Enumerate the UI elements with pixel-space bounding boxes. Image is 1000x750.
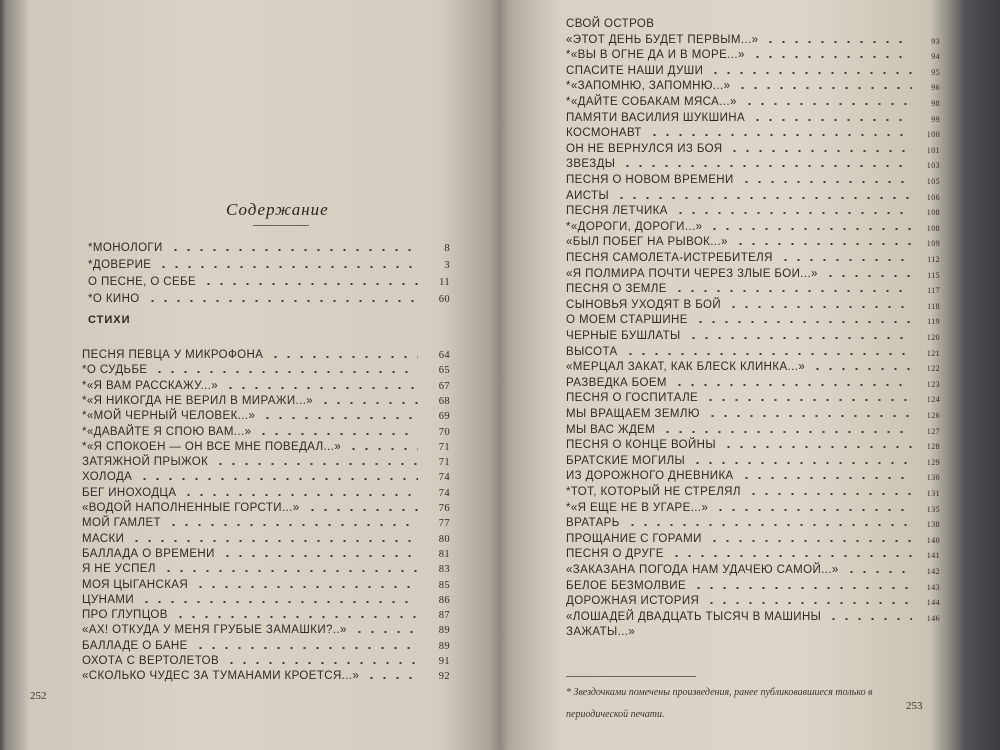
- toc-entry-page: 92: [438, 671, 450, 683]
- toc-entry-page: 108: [926, 208, 940, 218]
- contents-heading: Содержание: [226, 200, 329, 219]
- toc-dot-leader: [714, 509, 912, 511]
- toc-entry-page: 74: [438, 472, 450, 484]
- toc-entry-title: ПЕСНЯ ЛЕТЧИКА: [566, 205, 668, 218]
- toc-entry: [566, 388, 940, 404]
- toc-entry: [566, 357, 940, 373]
- toc-entry-title: МОЯ ЦЫГАНСКАЯ: [82, 578, 189, 591]
- toc-entry: [566, 76, 940, 92]
- toc-dot-leader: [347, 448, 418, 450]
- toc-entry-title: *«ЗАПОМНЮ, ЗАПОМНЮ...»: [566, 80, 731, 93]
- toc-entry-page: 87: [438, 610, 450, 622]
- toc-entry-page: 140: [926, 535, 940, 545]
- toc-dot-leader: [694, 321, 912, 323]
- toc-entry-title: ПЕСНЯ ПЕВЦА У МИКРОФОНА: [82, 349, 264, 361]
- toc-dot-leader: [257, 433, 418, 435]
- toc-entry-title: О МОЕМ СТАРШИНЕ: [566, 314, 688, 327]
- toc-entry-page: 130: [926, 473, 940, 483]
- toc-entry: [566, 201, 940, 217]
- toc-entry-title: О ПЕСНЕ, О СЕБЕ: [88, 276, 197, 288]
- toc-entry: [82, 575, 450, 591]
- toc-dot-leader: [747, 493, 912, 495]
- toc-entry: [82, 345, 450, 361]
- toc-dot-leader: [740, 181, 912, 183]
- toc-entry-title: *«ДОРОГИ, ДОРОГИ...»: [566, 220, 703, 233]
- toc-entry-page: 100: [926, 130, 940, 140]
- toc-dot-leader: [706, 415, 912, 417]
- toc-entry-title: МЫ ВРАЩАЕМ ЗЕМЛЮ: [566, 408, 700, 420]
- toc-entry-page: 109: [926, 239, 940, 249]
- toc-dot-leader: [722, 446, 912, 448]
- toc-entry-title: РАЗВЕДКА БОЕМ: [566, 376, 667, 389]
- toc-dot-leader: [708, 228, 912, 230]
- toc-dot-leader: [709, 72, 912, 74]
- toc-entry-title: «Я ПОЛМИРА ПОЧТИ ЧЕРЕЗ ЗЛЫЕ БОИ...»: [566, 267, 818, 280]
- toc-entry: [566, 420, 940, 436]
- toc-dot-leader: [269, 356, 418, 358]
- toc-entry: [566, 232, 940, 248]
- toc-entry: [566, 248, 940, 264]
- toc-dot-leader: [764, 41, 912, 43]
- toc-entry-title: ОХОТА С ВЕРТОЛЕТОВ: [82, 655, 220, 667]
- toc-entry-page: 101: [926, 145, 940, 155]
- toc-entry-title: ПРО ГЛУПЦОВ: [82, 609, 168, 622]
- toc-entry: [88, 238, 450, 254]
- toc-entry-page: 141: [926, 551, 940, 561]
- toc-entry: [566, 139, 940, 155]
- toc-dot-leader: [353, 631, 418, 633]
- toc-dot-leader: [743, 103, 912, 105]
- toc-dot-leader: [169, 249, 418, 251]
- toc-entry: [82, 559, 450, 575]
- toc-entry-page: 81: [438, 548, 450, 560]
- toc-dot-leader: [319, 402, 418, 404]
- toc-entry: [82, 376, 450, 392]
- toc-entry-page: 65: [438, 365, 450, 377]
- toc-entry: [82, 666, 450, 682]
- toc-dot-leader: [140, 601, 418, 603]
- toc-dot-leader: [674, 212, 912, 214]
- toc-entry: [566, 466, 940, 482]
- toc-dot-leader: [670, 555, 912, 557]
- toc-entry-page: 117: [927, 286, 940, 296]
- toc-entry-page: 138: [926, 520, 940, 530]
- toc-entry-page: 89: [438, 625, 450, 637]
- toc-dot-leader: [202, 283, 418, 285]
- toc-dot-leader: [661, 431, 912, 433]
- toc-dot-leader: [224, 387, 418, 389]
- toc-entry-page: 74: [438, 487, 450, 499]
- toc-entry-page: 131: [926, 489, 940, 498]
- toc-entry: [82, 636, 450, 652]
- toc-entry: [566, 342, 940, 358]
- toc-entry-page: 98: [931, 99, 940, 108]
- toc-entry: [566, 92, 940, 108]
- toc-entry: [82, 437, 450, 453]
- toc-entry-page: 95: [931, 67, 940, 77]
- toc-entry-page: 103: [926, 161, 940, 171]
- toc-entry: [566, 544, 940, 560]
- toc-entry-page: 71: [438, 441, 450, 453]
- toc-entry-page: 77: [438, 518, 450, 530]
- toc-dot-leader: [621, 165, 912, 167]
- toc-entry-page: 68: [438, 395, 450, 407]
- toc-entry-page: 105: [926, 177, 940, 186]
- toc-dot-leader: [306, 509, 418, 511]
- toc-entry: [82, 498, 450, 514]
- toc-entry-title: *ТОТ, КОТОРЫЙ НЕ СТРЕЛЯЛ: [566, 486, 741, 498]
- toc-entry: [82, 406, 450, 422]
- toc-entry: [566, 607, 940, 623]
- toc-entry-title: ВЫСОТА: [566, 345, 618, 358]
- toc-entry-title: МАСКИ: [82, 532, 125, 545]
- toc-entry-page: 3: [444, 260, 450, 271]
- toc-entry-title: ИЗ ДОРОЖНОГО ДНЕВНИКА: [566, 470, 734, 483]
- page-number-right: 253: [906, 700, 923, 712]
- toc-entry-page: 124: [926, 395, 940, 405]
- toc-entry-page: 94: [931, 52, 940, 62]
- toc-entry-page: 128: [926, 442, 940, 452]
- toc-dot-leader: [811, 368, 912, 370]
- toc-entry: [566, 513, 940, 529]
- toc-dot-leader: [824, 275, 912, 277]
- toc-dot-leader: [365, 677, 418, 679]
- toc-entry-title: ЗАТЯЖНОЙ ПРЫЖОК: [82, 456, 209, 469]
- toc-entry-title: БРАТСКИЕ МОГИЛЫ: [566, 454, 686, 467]
- toc-entry-title: *О КИНО: [88, 293, 140, 305]
- toc-dot-leader: [727, 306, 912, 308]
- toc-dot-leader: [648, 134, 912, 136]
- toc-entry-title: ДОРОЖНАЯ ИСТОРИЯ: [566, 595, 700, 608]
- toc-entry: [82, 529, 450, 545]
- toc-entry-page: 129: [926, 457, 940, 467]
- toc-entry-title: ПЕСНЯ О НОВОМ ВРЕМЕНИ: [566, 174, 734, 186]
- toc-entry: [566, 373, 940, 389]
- toc-entry: [566, 560, 940, 576]
- toc-entry-page: 89: [438, 640, 450, 652]
- toc-entry-title: ПЕСНЯ О ГОСПИТАЛЕ: [566, 392, 699, 405]
- toc-entry-page: 142: [926, 567, 940, 576]
- toc-entry-title: *«ВЫ В ОГНЕ ДА И В МОРЕ...»: [566, 49, 745, 62]
- toc-entry-title: ЗАЖАТЫ...»: [566, 626, 636, 639]
- toc-dot-leader: [174, 616, 418, 618]
- toc-entry-page: 91: [438, 656, 450, 667]
- toc-entry-title: *«МОЙ ЧЕРНЫЙ ЧЕЛОВЕК...»: [82, 410, 256, 423]
- toc-entry-page: 144: [926, 598, 940, 608]
- right-page: [500, 0, 960, 750]
- toc-entry-page: 106: [926, 192, 940, 202]
- toc-dot-leader: [162, 570, 418, 572]
- toc-entry: [82, 651, 450, 667]
- toc-dot-leader: [734, 243, 912, 245]
- toc-entry-page: 126: [926, 411, 940, 420]
- toc-dot-leader: [624, 353, 912, 355]
- toc-entry-title: БЕГ ИНОХОДЦА: [82, 486, 177, 499]
- toc-entry-title: *«Я СПОКОЕН — ОН ВСЕ МНЕ ПОВЕДАЛ...»: [82, 440, 342, 453]
- toc-entry: [566, 482, 940, 498]
- toc-dot-leader: [691, 462, 912, 464]
- toc-entry-title: АИСТЫ: [566, 189, 610, 202]
- toc-entry-page: 121: [926, 348, 940, 358]
- toc-entry: [566, 591, 940, 607]
- toc-entry-page: 146: [926, 613, 940, 623]
- toc-entry: [82, 422, 450, 438]
- toc-entry-title: ЧЕРНЫЕ БУШЛАТЫ: [566, 330, 681, 342]
- toc-entry-title: СВОЙ ОСТРОВ: [566, 18, 655, 30]
- toc-entry-page: 71: [438, 457, 450, 469]
- toc-entry-title: ХОЛОДА: [82, 471, 133, 484]
- toc-entry: [566, 576, 940, 592]
- toc-entry-page: 120: [926, 333, 940, 342]
- toc-entry: [82, 483, 450, 499]
- toc-entry-title: ЗВЕЗДЫ: [566, 158, 616, 171]
- toc-dot-leader: [705, 602, 912, 604]
- toc-dot-leader: [626, 524, 912, 526]
- toc-entry-page: 123: [926, 379, 940, 389]
- toc-entry-page: 112: [927, 255, 940, 264]
- toc-entry: [566, 295, 940, 311]
- toc-entry-page: 115: [927, 270, 940, 280]
- toc-dot-leader: [194, 586, 418, 588]
- toc-entry: [566, 404, 940, 420]
- toc-entry: [82, 452, 450, 468]
- toc-dot-leader: [153, 371, 418, 373]
- toc-dot-leader: [845, 571, 912, 573]
- toc-entry-page: 99: [931, 114, 940, 124]
- toc-dot-leader: [157, 266, 418, 268]
- toc-dot-leader: [687, 337, 912, 339]
- toc-entry: [566, 154, 940, 170]
- toc-dot-leader: [673, 290, 912, 292]
- toc-dot-leader: [221, 555, 418, 557]
- toc-entry: [566, 279, 940, 295]
- toc-entry-title: ПЕСНЯ САМОЛЕТА-ИСТРЕБИТЕЛЯ: [566, 252, 773, 264]
- toc-entry-title: «АХ! ОТКУДА У МЕНЯ ГРУБЫЕ ЗАМАШКИ?..»: [82, 624, 347, 637]
- toc-entry: [566, 217, 940, 233]
- toc-entry-page: 135: [926, 504, 940, 514]
- toc-entry: [566, 186, 940, 202]
- toc-entry-title: *«Я НИКОГДА НЕ ВЕРИЛ В МИРАЖИ...»: [82, 394, 314, 407]
- toc-entry-title: СПАСИТЕ НАШИ ДУШИ: [566, 64, 704, 77]
- footnote-rule: [566, 676, 696, 677]
- page-number-left: 252: [30, 690, 47, 702]
- toc-entry: [566, 622, 940, 638]
- toc-entry: [82, 513, 450, 529]
- toc-entry: [88, 272, 450, 288]
- toc-entry-page: 86: [438, 594, 450, 606]
- toc-entry-page: 119: [927, 317, 940, 327]
- toc-entry: [82, 620, 450, 636]
- toc-dot-leader: [704, 399, 912, 401]
- toc-entry-title: БАЛЛАДЕ О БАНЕ: [82, 639, 188, 652]
- toc-entry-title: «МЕРЦАЛ ЗАКАТ, КАК БЛЕСК КЛИНКА...»: [566, 361, 806, 374]
- toc-entry: [566, 45, 940, 61]
- toc-entry-title: «ВОДОЙ НАПОЛНЕННЫЕ ГОРСТИ...»: [82, 502, 300, 514]
- toc-dot-leader: [779, 259, 912, 261]
- toc-dot-leader: [827, 618, 912, 620]
- toc-entry-title: ПЕСНЯ О КОНЦЕ ВОЙНЫ: [566, 439, 716, 452]
- toc-dot-leader: [736, 87, 912, 89]
- toc-entry: [82, 590, 450, 606]
- toc-entry-page: 108: [926, 223, 940, 233]
- section-label-poems: СТИХИ: [88, 314, 131, 326]
- toc-entry-page: 76: [438, 503, 450, 514]
- toc-entry-title: ОН НЕ ВЕРНУЛСЯ ИЗ БОЯ: [566, 142, 723, 155]
- toc-entry-page: 93: [931, 36, 940, 46]
- toc-dot-leader: [740, 477, 912, 479]
- toc-dot-leader: [728, 150, 912, 152]
- toc-dot-leader: [261, 417, 418, 419]
- toc-dot-leader: [708, 540, 912, 542]
- toc-entry-title: ПЕСНЯ О ДРУГЕ: [566, 548, 664, 561]
- toc-entry: [566, 498, 940, 514]
- toc-entry: [82, 391, 450, 407]
- toc-entry-page: 85: [438, 579, 450, 591]
- toc-entry: [82, 360, 450, 376]
- toc-dot-leader: [692, 587, 912, 589]
- toc-entry-title: «ЗАКАЗАНА ПОГОДА НАМ УДАЧЕЮ САМОЙ...»: [566, 564, 839, 576]
- toc-entry: [566, 170, 940, 186]
- toc-entry-title: МОЙ ГАМЛЕТ: [82, 517, 161, 530]
- toc-dot-leader: [751, 119, 912, 121]
- toc-entry: [82, 544, 450, 560]
- toc-entry: [566, 123, 940, 139]
- toc-dot-leader: [225, 662, 418, 664]
- toc-entry-page: 67: [438, 380, 450, 392]
- toc-entry-page: 118: [927, 301, 940, 311]
- toc-entry-page: 83: [438, 564, 450, 576]
- toc-entry-title: МЫ ВАС ЖДЕМ: [566, 423, 656, 436]
- toc-dot-leader: [751, 56, 912, 58]
- toc-entry-page: 60: [438, 294, 450, 305]
- toc-entry-page: 11: [439, 277, 450, 288]
- toc-entry: [82, 605, 450, 621]
- toc-entry-title: *О СУДЬБЕ: [82, 364, 148, 377]
- toc-entry-page: 64: [438, 350, 450, 361]
- toc-entry-title: *«ДАВАЙТЕ Я СПОЮ ВАМ...»: [82, 425, 252, 438]
- toc-entry-title: КОСМОНАВТ: [566, 127, 642, 140]
- toc-entry: [566, 310, 940, 326]
- toc-dot-leader: [182, 494, 418, 496]
- toc-dot-leader: [167, 524, 418, 526]
- toc-entry-title: *«Я ЕЩЕ НЕ В УГАРЕ...»: [566, 501, 709, 514]
- toc-dot-leader: [214, 463, 418, 465]
- toc-entry-title: *«Я ВАМ РАССКАЖУ...»: [82, 379, 219, 392]
- toc-dot-leader: [130, 540, 418, 542]
- toc-entry-title: *ДОВЕРИЕ: [88, 259, 152, 271]
- toc-dot-leader: [194, 647, 418, 649]
- toc-entry: [566, 61, 940, 77]
- toc-entry: [566, 30, 940, 46]
- toc-entry-title: «ЛОШАДЕЙ ДВАДЦАТЬ ТЫСЯЧ В МАШИНЫ: [566, 610, 822, 623]
- toc-dot-leader: [138, 478, 418, 480]
- toc-entry: [88, 255, 450, 271]
- toc-entry-page: 8: [444, 243, 450, 254]
- toc-entry-title: СЫНОВЬЯ УХОДЯТ В БОЙ: [566, 298, 722, 311]
- toc-entry-page: 96: [931, 83, 940, 93]
- heading-underline: [253, 225, 309, 226]
- toc-entry: [566, 326, 940, 342]
- toc-entry-title: «ЭТОТ ДЕНЬ БУДЕТ ПЕРВЫМ...»: [566, 33, 759, 46]
- toc-entry-page: 122: [926, 364, 940, 374]
- toc-entry-page: 127: [926, 426, 940, 436]
- toc-entry-title: «СКОЛЬКО ЧУДЕС ЗА ТУМАНАМИ КРОЕТСЯ...»: [82, 670, 360, 683]
- toc-entry: [88, 289, 450, 305]
- toc-entry-title: Я НЕ УСПЕЛ: [82, 563, 156, 576]
- footnote: * Звездочками помечены произведения, ранее публиковавшиеся только в периодической печати.: [566, 687, 873, 720]
- toc-dot-leader: [673, 384, 912, 386]
- toc-entry: [566, 264, 940, 280]
- toc-dot-leader: [615, 197, 912, 199]
- toc-entry-title: ПРОЩАНИЕ С ГОРАМИ: [566, 532, 702, 545]
- toc-entry-page: 80: [438, 533, 450, 545]
- toc-entry-title: *«ДАЙТЕ СОБАКАМ МЯСА...»: [566, 96, 737, 108]
- toc-entry-title: ВРАТАРЬ: [566, 517, 620, 530]
- toc-entry-page: 69: [438, 411, 450, 423]
- toc-entry: [566, 435, 940, 451]
- toc-entry-page: 143: [926, 582, 940, 592]
- toc-entry-title: «БЫЛ ПОБЕГ НА РЫВОК...»: [566, 236, 728, 249]
- toc-entry-page: 70: [438, 426, 450, 438]
- toc-entry: [566, 108, 940, 124]
- toc-entry: [566, 14, 940, 30]
- toc-entry-title: *МОНОЛОГИ: [88, 242, 163, 254]
- toc-entry: [566, 529, 940, 545]
- toc-entry-title: БАЛЛАДА О ВРЕМЕНИ: [82, 547, 215, 560]
- toc-entry-title: БЕЛОЕ БЕЗМОЛВИЕ: [566, 579, 687, 592]
- toc-entry-title: ПЕСНЯ О ЗЕМЛЕ: [566, 283, 667, 296]
- toc-entry: [566, 451, 940, 467]
- toc-entry: [82, 467, 450, 483]
- toc-entry-title: ЦУНАМИ: [82, 593, 135, 606]
- toc-entry-title: ПАМЯТИ ВАСИЛИЯ ШУКШИНА: [566, 111, 746, 124]
- toc-dot-leader: [146, 300, 418, 302]
